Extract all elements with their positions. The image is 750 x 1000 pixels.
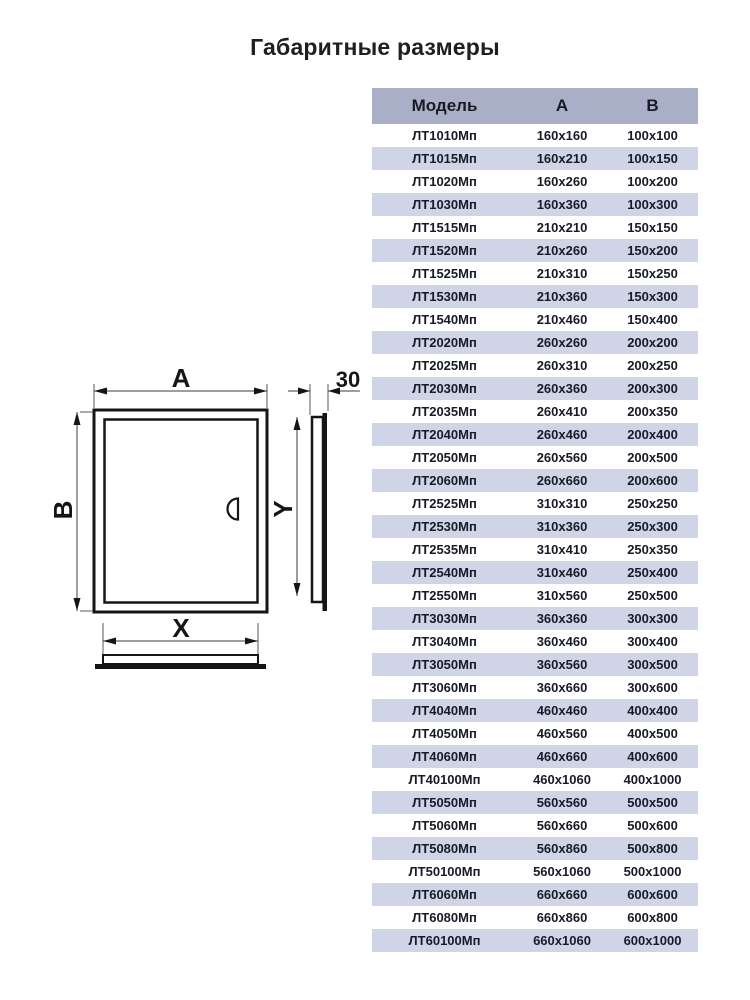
door-handle-icon xyxy=(228,499,239,520)
dim-a-cell: 210x260 xyxy=(536,243,588,258)
table-row xyxy=(372,906,698,929)
dim-b-cell: 250x300 xyxy=(627,519,678,534)
model-cell: ЛТ2040Мп xyxy=(412,427,477,442)
dim-a-cell: 460x560 xyxy=(536,726,588,741)
model-cell: ЛТ4050Мп xyxy=(412,726,477,741)
model-cell: ЛТ3050Мп xyxy=(412,657,477,672)
table-row xyxy=(372,216,698,239)
model-cell: ЛТ4040Мп xyxy=(412,703,477,718)
model-cell: ЛТ1010Мп xyxy=(412,128,477,143)
table-row xyxy=(372,745,698,768)
model-cell: ЛТ4060Мп xyxy=(412,749,477,764)
side-door-profile xyxy=(312,417,323,602)
dim-b-cell: 150x200 xyxy=(627,243,678,258)
model-cell: ЛТ1030Мп xyxy=(412,197,477,212)
dim-a-cell: 160x360 xyxy=(536,197,588,212)
dim-a-cell: 260x460 xyxy=(536,427,588,442)
dim-b-cell: 400x1000 xyxy=(623,772,682,787)
model-cell: ЛТ5060Мп xyxy=(412,818,477,833)
model-cell: ЛТ5080Мп xyxy=(412,841,477,856)
dim-b-cell: 200x250 xyxy=(627,358,678,373)
dimension-b xyxy=(48,412,93,611)
dim-a-cell: 310x460 xyxy=(536,565,588,580)
dim-a-cell: 460x460 xyxy=(536,703,588,718)
dim-b-cell: 200x500 xyxy=(627,450,678,465)
dim-a-cell: 310x360 xyxy=(536,519,588,534)
model-cell: ЛТ2530Мп xyxy=(412,519,477,534)
table-row xyxy=(372,492,698,515)
dim-b-cell: 100x100 xyxy=(627,128,678,143)
dimension-depth xyxy=(288,367,360,415)
dim-b-cell: 300x300 xyxy=(627,611,678,626)
dimension-a xyxy=(94,363,267,408)
bottom-door-profile xyxy=(103,655,258,664)
bottom-frame-flange xyxy=(95,664,266,669)
dim-a-cell: 210x310 xyxy=(536,266,588,281)
model-cell: ЛТ1530Мп xyxy=(412,289,477,304)
model-cell: ЛТ2550Мп xyxy=(412,588,477,603)
table-row xyxy=(372,837,698,860)
table-row xyxy=(372,308,698,331)
dim-b-cell: 100x200 xyxy=(627,174,678,189)
dim-a-cell: 560x1060 xyxy=(533,864,591,879)
dim-label-b: B xyxy=(48,500,78,520)
dim-b-cell: 150x250 xyxy=(627,266,678,281)
model-cell: ЛТ6060Мп xyxy=(412,887,477,902)
dim-a-cell: 360x660 xyxy=(536,680,588,695)
table-row xyxy=(372,883,698,906)
table-row xyxy=(372,262,698,285)
model-cell: ЛТ6080Мп xyxy=(412,910,477,925)
dim-a-cell: 560x660 xyxy=(536,818,588,833)
table-row xyxy=(372,354,698,377)
model-cell: ЛТ2540Мп xyxy=(412,565,477,580)
table-body xyxy=(372,124,698,952)
dim-a-cell: 310x560 xyxy=(536,588,588,603)
model-cell: ЛТ1515Мп xyxy=(412,220,477,235)
table-row xyxy=(372,285,698,308)
dim-b-cell: 500x1000 xyxy=(623,864,682,879)
table-row xyxy=(372,791,698,814)
dim-b-cell: 150x400 xyxy=(627,312,678,327)
table-header-row xyxy=(372,88,698,124)
dim-b-cell: 100x300 xyxy=(627,197,678,212)
dim-b-cell: 200x350 xyxy=(627,404,678,419)
dim-b-cell: 200x200 xyxy=(627,335,678,350)
dim-b-cell: 300x400 xyxy=(627,634,678,649)
model-cell: ЛТ1520Мп xyxy=(412,243,477,258)
dim-a-cell: 160x260 xyxy=(536,174,588,189)
table-row xyxy=(372,515,698,538)
model-cell: ЛТ3030Мп xyxy=(412,611,477,626)
dim-a-cell: 360x360 xyxy=(536,611,588,626)
dim-a-cell: 210x360 xyxy=(536,289,588,304)
dim-b-cell: 500x800 xyxy=(627,841,678,856)
column-header-model: Модель xyxy=(372,88,517,124)
dim-a-cell: 260x660 xyxy=(536,473,588,488)
model-cell: ЛТ1020Мп xyxy=(412,174,477,189)
table-row xyxy=(372,814,698,837)
dim-b-cell: 500x600 xyxy=(627,818,678,833)
model-cell: ЛТ3060Мп xyxy=(412,680,477,695)
dim-b-cell: 250x500 xyxy=(627,588,678,603)
table-row xyxy=(372,607,698,630)
model-cell: ЛТ60100Мп xyxy=(408,933,481,948)
dim-a-cell: 210x460 xyxy=(536,312,588,327)
table-row xyxy=(372,584,698,607)
dim-b-cell: 250x250 xyxy=(627,496,678,511)
table-row xyxy=(372,469,698,492)
model-cell: ЛТ2020Мп xyxy=(412,335,477,350)
table-row xyxy=(372,400,698,423)
dim-a-cell: 260x310 xyxy=(536,358,588,373)
table-row xyxy=(372,538,698,561)
dim-a-cell: 210x210 xyxy=(536,220,588,235)
table-row xyxy=(372,722,698,745)
dim-a-cell: 560x860 xyxy=(536,841,588,856)
dim-b-cell: 600x600 xyxy=(627,887,678,902)
model-cell: ЛТ3040Мп xyxy=(412,634,477,649)
model-cell: ЛТ1540Мп xyxy=(412,312,477,327)
dim-a-cell: 360x560 xyxy=(536,657,588,672)
model-cell: ЛТ50100Мп xyxy=(408,864,481,879)
dim-a-cell: 260x360 xyxy=(536,381,588,396)
dim-a-cell: 260x410 xyxy=(536,404,588,419)
table-row xyxy=(372,331,698,354)
model-cell: ЛТ2025Мп xyxy=(412,358,477,373)
dim-a-cell: 660x860 xyxy=(536,910,588,925)
dimensions-table xyxy=(372,88,698,952)
table-row xyxy=(372,170,698,193)
column-header-a: А xyxy=(517,88,607,124)
model-cell: ЛТ2535Мп xyxy=(412,542,477,557)
dim-a-cell: 360x460 xyxy=(536,634,588,649)
dim-b-cell: 600x1000 xyxy=(623,933,682,948)
model-cell: ЛТ2060Мп xyxy=(412,473,477,488)
table-row xyxy=(372,860,698,883)
dim-b-cell: 100x150 xyxy=(627,151,678,166)
side-view xyxy=(312,413,327,611)
model-cell: ЛТ2050Мп xyxy=(412,450,477,465)
dim-a-cell: 460x660 xyxy=(536,749,588,764)
dim-a-cell: 560x560 xyxy=(536,795,588,810)
dim-a-cell: 310x410 xyxy=(536,542,588,557)
front-view xyxy=(94,410,267,612)
dim-b-cell: 300x600 xyxy=(627,680,678,695)
technical-drawing xyxy=(45,360,365,675)
dim-label-depth: 30 xyxy=(335,367,361,392)
dim-b-cell: 200x400 xyxy=(627,427,678,442)
table-row xyxy=(372,561,698,584)
dim-label-y: Y xyxy=(268,500,298,518)
dim-b-cell: 200x600 xyxy=(627,473,678,488)
model-cell: ЛТ40100Мп xyxy=(408,772,481,787)
table-row xyxy=(372,423,698,446)
table-row xyxy=(372,193,698,216)
table-row xyxy=(372,699,698,722)
dim-a-cell: 660x660 xyxy=(536,887,588,902)
model-cell: ЛТ2525Мп xyxy=(412,496,477,511)
dimension-y xyxy=(268,417,301,596)
table-row xyxy=(372,377,698,400)
dim-b-cell: 150x150 xyxy=(627,220,678,235)
dim-a-cell: 260x560 xyxy=(536,450,588,465)
dim-label-x: X xyxy=(172,613,190,643)
table-row xyxy=(372,239,698,262)
dim-b-cell: 500x500 xyxy=(627,795,678,810)
dim-b-cell: 400x600 xyxy=(627,749,678,764)
dim-a-cell: 310x310 xyxy=(536,496,588,511)
dim-a-cell: 160x160 xyxy=(536,128,588,143)
dim-b-cell: 400x400 xyxy=(627,703,678,718)
dim-b-cell: 300x500 xyxy=(627,657,678,672)
model-cell: ЛТ5050Мп xyxy=(412,795,477,810)
table-row xyxy=(372,768,698,791)
table-row xyxy=(372,147,698,170)
dim-a-cell: 660x1060 xyxy=(533,933,591,948)
column-header-b: В xyxy=(607,88,698,124)
side-frame-flange xyxy=(323,413,328,611)
dim-b-cell: 250x400 xyxy=(627,565,678,580)
model-cell: ЛТ1015Мп xyxy=(412,151,477,166)
dim-b-cell: 200x300 xyxy=(627,381,678,396)
dim-b-cell: 250x350 xyxy=(627,542,678,557)
table-row xyxy=(372,653,698,676)
page-title: Габаритные размеры xyxy=(250,34,500,60)
dim-b-cell: 150x300 xyxy=(627,289,678,304)
table-row xyxy=(372,124,698,147)
dim-b-cell: 600x800 xyxy=(627,910,678,925)
dim-a-cell: 160x210 xyxy=(536,151,588,166)
dim-label-a: A xyxy=(171,363,191,393)
table-row xyxy=(372,446,698,469)
table-row xyxy=(372,929,698,952)
table-row xyxy=(372,676,698,699)
model-cell: ЛТ1525Мп xyxy=(412,266,477,281)
dimension-x xyxy=(103,613,258,658)
model-cell: ЛТ2030Мп xyxy=(412,381,477,396)
dim-a-cell: 460x1060 xyxy=(533,772,591,787)
bottom-view xyxy=(95,655,266,669)
model-cell: ЛТ2035Мп xyxy=(412,404,477,419)
dim-b-cell: 400x500 xyxy=(627,726,678,741)
dim-a-cell: 260x260 xyxy=(536,335,588,350)
table-row xyxy=(372,630,698,653)
